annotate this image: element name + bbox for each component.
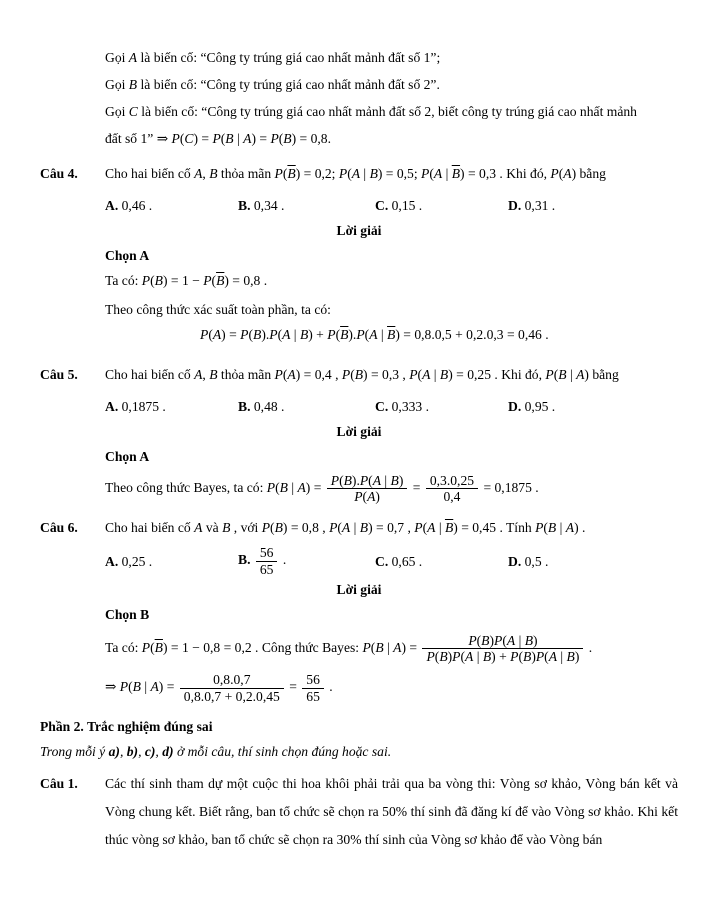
option-d: D. 0,31 . [508, 198, 556, 213]
intro-block [40, 44, 678, 152]
answer-choice: Chọn A [105, 248, 150, 263]
question-1 [40, 770, 678, 854]
option-b: B. $\frac{56}{65}$ . [238, 545, 287, 577]
solution-header: Lời giải [336, 581, 382, 597]
option-a: A. 0,46 . [105, 198, 153, 213]
option-c: C. 0,65 . [375, 553, 423, 569]
solution-line: Ta có: $P(B) = 1 - P(\overline{B}) = 0,8$ . [105, 273, 268, 288]
fraction: $\frac{P(B).P(A | B)}{P(A)}$ [327, 473, 408, 504]
question-4-text: Cho hai biến cố A, B thỏa mãn $P(\overline{B}) = 0,2$; P(A | B) = 0,5; P(A | $\overline{B}) = 0,3$ . Khi đó, P(A) bằng [105, 166, 606, 181]
option-d: D. 0,5 . [508, 553, 549, 569]
question-5-label: Câu 5. [40, 367, 78, 382]
question-6 [40, 514, 678, 541]
option-b: B. 0,48 . [238, 399, 285, 414]
question-5-options [105, 394, 678, 419]
fraction: $\frac{0,8.0,7}{0,8.0,7 + 0,2.0,45}$ [180, 672, 284, 703]
fraction: $\frac{56}{65}$ [302, 672, 324, 703]
question-4-options [105, 193, 678, 218]
question-5 [40, 361, 678, 388]
solution-line: ⇒ P(B | A) = $\frac{0,8.0,7}{0,8.0,7 + 0,2.0,45}$ = $\frac{56}{65}$ . [105, 672, 333, 704]
solution-line: Theo công thức xác suất toàn phần, ta có: [105, 302, 331, 317]
solution-line: Theo công thức Bayes, ta có: P(B | A) = $\frac{P(B).P(A | B)}{P(A)}$ = $\frac{0,3.0,25}{0,4}$ = 0,1875 . [105, 473, 539, 505]
option-b: B. 0,34 . [238, 198, 285, 213]
option-a: A. 0,25 . [105, 553, 153, 569]
solution-line: Ta có: $P(\overline{B}) = 1 - 0,8 = 0,2$ . Công thức Bayes: P(B | A) = $\frac{P(B)P(A | B)}{P(B)P(A | B) + P(\overline{B})P(A | \overline{B})}$ . [105, 632, 593, 665]
question-5-text: Cho hai biến cố A, B thỏa mãn P(A) = 0,4 , P(B) = 0,3 , P(A | B) = 0,25 . Khi đó, P(B | A) bằng [105, 367, 619, 382]
fraction: $\frac{56}{65}$ [256, 545, 278, 576]
answer-choice: Chọn A [105, 449, 150, 464]
part2-instruction: Trong mỗi ý a), b), c), d) ở mỗi câu, thí sinh chọn đúng hoặc sai. [40, 743, 392, 759]
option-d: D. 0,95 . [508, 399, 556, 414]
option-a: A. 0,1875 . [105, 399, 166, 414]
part2-heading: Phần 2. Trắc nghiệm đúng sai [40, 718, 213, 734]
question-1-text: Các thí sinh tham dự một cuộc thi hoa khôi phải trải qua ba vòng thi: Vòng sơ khảo, Vòng bán kết và Vòng chung kết. Biết rằng, ban tổ chức sẽ chọn ra 50% thí sinh đã đăng kí để vào Vòng sơ khảo. Khi kết thúc vòng sơ khảo, ban tổ chức sẽ chọn ra 30% thí sinh của Vòng sơ khảo để vào Vòng bán [105, 775, 678, 847]
fraction: $\frac{0,3.0,25}{0,4}$ [426, 473, 478, 504]
text-line: Gọi B là biến cố: “Công ty trúng giá cao nhất mảnh đất số 2”. [105, 77, 440, 92]
question-6-label: Câu 6. [40, 520, 78, 536]
option-c: C. 0,15 . [375, 198, 423, 213]
text-line: Gọi C là biến cố: “Công ty trúng giá cao nhất mảnh đất số 2, biết công ty trúng giá cao nhất mảnh [105, 104, 637, 119]
solution-header: Lời giải [336, 223, 382, 238]
solution-formula: P(A) = P(B).P(A | $B) + P(\overline{B}).P(A$ | $\overline{B}) = 0,8.0,5 + 0,2.0,3 = 0,46$ . [200, 327, 549, 342]
question-6-text: Cho hai biến cố A và B , với P(B) = 0,8 , P(A | B) = 0,7 , P(A | $\overline{B}) = 0,45$ . Tính P(B | A) . [105, 520, 586, 536]
question-6-options [105, 545, 678, 576]
question-1-label: Câu 1. [40, 775, 78, 791]
answer-choice: Chọn B [105, 606, 150, 622]
option-c: C. 0,333 . [375, 399, 429, 414]
question-4-label: Câu 4. [40, 166, 78, 181]
question-4 [40, 160, 678, 187]
fraction: $\frac{P(B)P(A | B)}{P(B)P(A | B) + P(\overline{B})P(A | \overline{B})}$ [422, 633, 583, 664]
text-line: đất số 1” ⇒ P(C) = P(B | A) = P(B) = 0,8. [105, 131, 331, 146]
text-line: Gọi A là biến cố: “Công ty trúng giá cao nhất mảnh đất số 1”; [105, 50, 441, 65]
solution-header: Lời giải [336, 424, 382, 439]
